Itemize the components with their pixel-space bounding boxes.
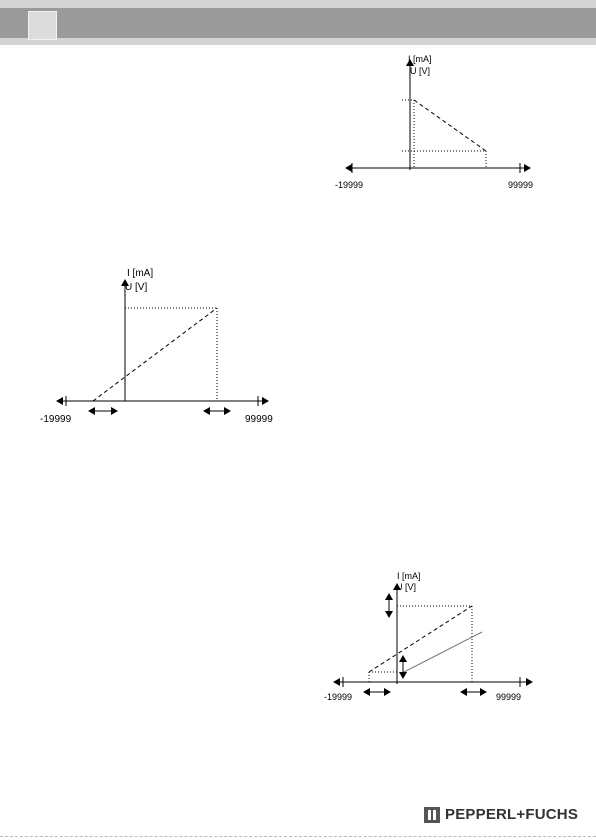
x-max-label: 99999: [245, 414, 273, 425]
x-min-label: -19999: [335, 180, 364, 190]
y-label-current: I [mA]: [397, 571, 421, 581]
reference-slope: [404, 632, 482, 672]
x-max-label: 99999: [508, 180, 534, 190]
x-max-label: 99999: [496, 692, 522, 702]
output-slope: [369, 606, 472, 672]
page-header-strip: [0, 8, 596, 38]
output-slope: [414, 100, 486, 151]
y-label-voltage: U [V]: [396, 582, 417, 592]
chapter-marker: [28, 11, 57, 40]
diagram-rising-output: [20, 262, 280, 432]
y-label-voltage: U [V]: [410, 66, 431, 76]
page-bottom-rule: [0, 836, 596, 837]
diagram-falling-output: [330, 52, 540, 202]
y-label-voltage: U [V]: [125, 282, 148, 293]
diagram-offset-output: [320, 566, 540, 706]
brand-logo: [424, 806, 578, 823]
output-slope: [93, 308, 217, 401]
pf-logo-icon: [424, 807, 440, 823]
y-label-current: I [mA]: [408, 54, 432, 64]
brand-name: PEPPERL+FUCHS: [445, 806, 579, 823]
x-min-label: -19999: [40, 414, 72, 425]
x-min-label: -19999: [324, 692, 353, 702]
y-label-current: I [mA]: [127, 268, 154, 279]
